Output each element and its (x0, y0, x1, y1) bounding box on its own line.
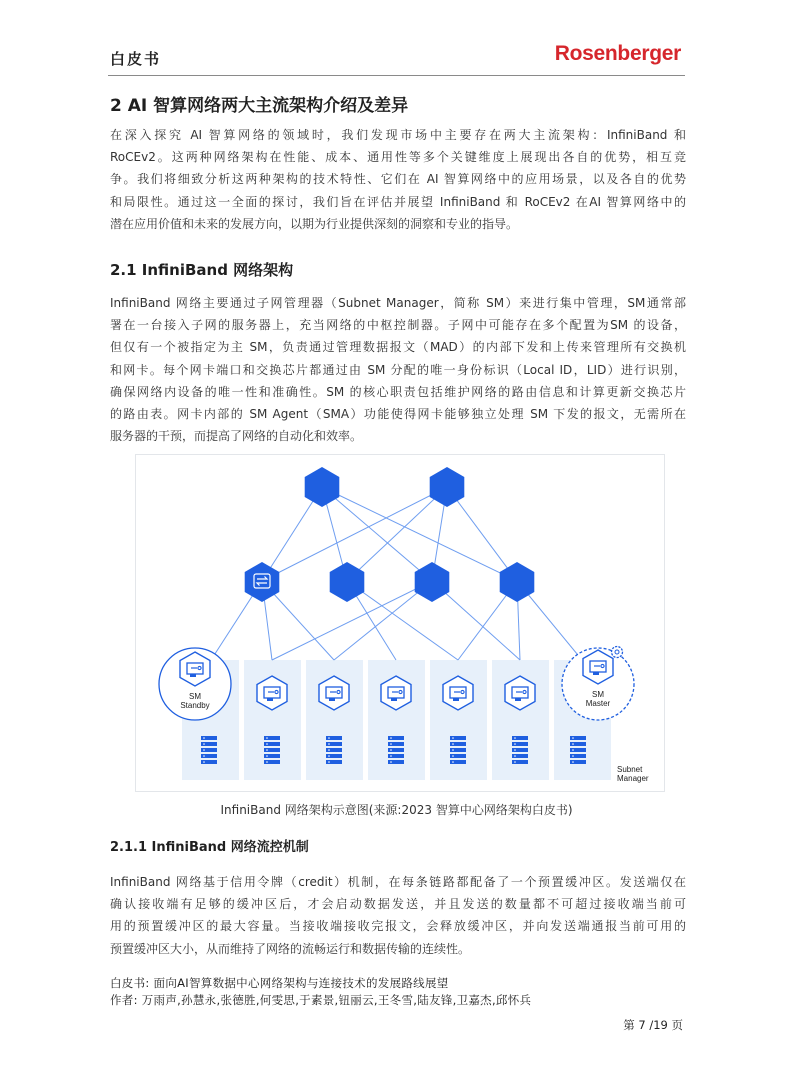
section-2-heading: 2 AI 智算网络两大主流架构介绍及差异 (110, 96, 409, 116)
figure-caption: InfiniBand 网络架构示意图(来源:2023 智算中心网络架构白皮书) (220, 803, 573, 817)
paragraph-line: 署在一台接入子网的服务器上，充当网络的中枢控制器。子网中可能存在多个配置为SM 的设备， (110, 318, 686, 333)
gear-icon (612, 647, 623, 658)
footer-title: 白皮书: 面向AI智算数据中心网络架构与连接技术的发展路线展望 (110, 976, 449, 990)
section-2-paragraph (110, 124, 686, 235)
sm-master-role: Master (585, 699, 611, 708)
paragraph-line: 潜在应用价值和未来的发展方向，以期为行业提供深刻的洞察和专业的指导。 (110, 216, 519, 231)
sm-standby-label: SM (189, 692, 201, 701)
paragraph-line: 预置缓冲区大小，从而维持了网络的流畅运行和数据传输的连续性。 (110, 941, 471, 956)
spine-leaf-links (262, 487, 517, 581)
leaf-switch (415, 562, 450, 602)
section-2-1-1-paragraph (110, 871, 686, 960)
footer-authors: 作者: 万雨声,孙慧永,张德胜,何雯思,于素景,钮丽云,王冬雪,陆友锋,卫嘉杰,邱怀兵 (110, 993, 532, 1007)
section-2-1-heading: 2.1 InfiniBand 网络架构 (110, 261, 294, 279)
section-2-1-paragraph (110, 292, 686, 447)
paragraph-line: 和局限性。通过这一全面的探讨，我们旨在评估并展望 InfiniBand 和 RoCEv2 在AI 智算网络中的 (110, 194, 686, 209)
architecture-diagram (136, 455, 664, 791)
paragraph-line: 确认接收端有足够的缓冲区后，才会启动数据发送，并且发送的数量都不可超过接收端当前可 (110, 897, 686, 912)
paragraph-line: 的路由表。网卡内部的 SM Agent（SMA）功能使得网卡能够独立处理 SM 下发的报文，无需所在 (110, 407, 686, 422)
paragraph-line: RoCEv2。这两种网络架构在性能、成本、通用性等多个关键维度上展现出各自的优势，相互竞 (110, 150, 686, 165)
paragraph-line: 和网卡。每个网卡端口和交换芯片都通过由 SM 分配的唯一身份标识（Local ID，LID）进行识别， (110, 362, 686, 377)
document-type-label: 白皮书 (110, 50, 162, 68)
sm-master-node (562, 647, 634, 721)
subnet-manager-label: Subnet (617, 765, 643, 774)
paragraph-line: 但仅有一个被指定为主 SM，负责通过管理数据报文（MAD）的内部下发和上传来管理所有交换机 (110, 340, 686, 355)
section-2-1-1-heading: 2.1.1 InfiniBand 网络流控机制 (110, 840, 309, 855)
page-number: 第 7 /19 页 (623, 1018, 683, 1032)
brand-logo: Rosenberger (554, 42, 681, 65)
header-divider (108, 75, 685, 76)
paragraph-line: 用的预置缓冲区的最大容量。当接收端接收完报文，会释放缓冲区，并向发送端通报当前可用的 (110, 919, 686, 934)
infiniband-architecture-figure (135, 454, 665, 792)
leaf-switch (330, 562, 365, 602)
sm-master-label: SM (592, 690, 604, 699)
paragraph-line: 服务器的干预，而提高了网络的自动化和效率。 (110, 429, 363, 444)
paragraph-line: InfiniBand 网络基于信用令牌（credit）机制，在每条链路都配备了一个预置缓冲区。发送端仅在 (110, 875, 686, 889)
leaf-switch-managed (245, 562, 280, 602)
sm-standby-role: Standby (180, 701, 210, 710)
paragraph-line: 争。我们将细致分析这两种架构的技术特性、它们在 AI 智算网络中的应用场景，以及各自的优势 (110, 172, 686, 187)
spine-switch (305, 467, 340, 507)
sm-standby-node (159, 648, 231, 720)
subnet-manager-label-2: Manager (617, 774, 649, 783)
paragraph-line: InfiniBand 网络主要通过子网管理器（Subnet Manager，简称 SM）来进行集中管理，SM通常部 (110, 296, 686, 310)
spine-switch (430, 467, 465, 507)
paragraph-line: 确保网络内设备的唯一性和准确性。SM 的核心职责包括维护网络的路由信息和计算更新交换芯片 (110, 384, 686, 399)
paragraph-line: 在深入探究 AI 智算网络的领域时，我们发现市场中主要存在两大主流架构：InfiniBand 和 (110, 128, 686, 142)
